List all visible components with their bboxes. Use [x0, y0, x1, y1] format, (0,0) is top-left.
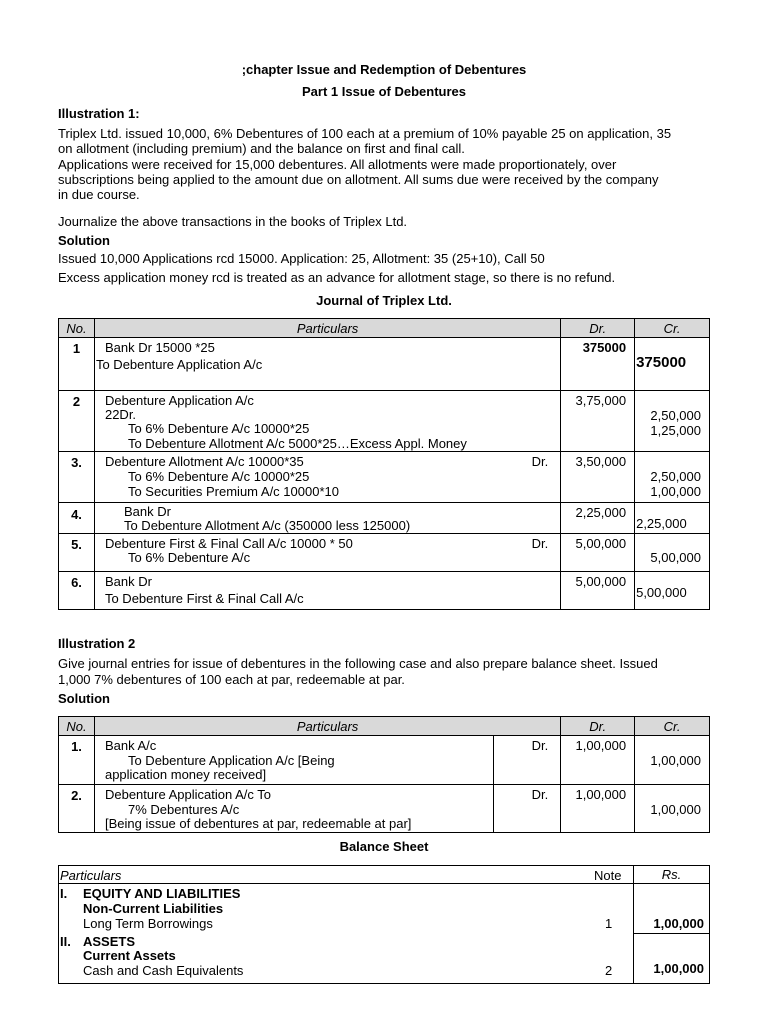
entry-credit: 5,00,000	[635, 572, 710, 610]
entry-credit: 2,25,000	[635, 503, 710, 534]
illustration-1-paragraph-1: Triplex Ltd. issued 10,000, 6% Debentures of 100 each at a premium of 10% payable 25 on application, 35 on allotment (including premium) and the balance on first and final call.	[58, 126, 672, 156]
entry-number: 1.	[59, 736, 95, 785]
header-particulars: Particulars	[94, 717, 560, 736]
entry-particulars: Bank Dr 15000 *25 To Debenture Application A/c	[94, 338, 560, 391]
bs-header-note: Note	[594, 868, 622, 883]
journal-title: Journal of Triplex Ltd.	[316, 293, 452, 308]
entry-debit: 3,75,000	[561, 391, 635, 452]
entry-number: 2	[59, 391, 95, 452]
entry-credit: 1,00,000	[635, 736, 710, 785]
entry-particulars: Debenture Allotment A/c 10000*35 Dr. To 6% Debenture A/c 10000*25 To Securities Premium A/c 10000*10	[94, 452, 560, 503]
entry-debit: 375000	[561, 338, 635, 391]
dr-marker-cell: Dr.	[494, 736, 561, 785]
entry-particulars: Debenture First & Final Call A/c 10000 * 50 Dr. To 6% Debenture A/c	[94, 534, 560, 572]
table-row	[59, 785, 710, 833]
dr-marker: Dr.	[531, 454, 549, 469]
entry-particulars: Bank A/c To Debenture Application A/c [Being application money received]	[94, 736, 493, 785]
header-cr: Cr.	[635, 319, 710, 338]
bs-equity-amount: 1,00,000	[634, 884, 710, 934]
entry-number: 4.	[59, 503, 95, 534]
illustration-1-heading: Illustration 1:	[58, 106, 140, 121]
entry-number: 3.	[59, 452, 95, 503]
table-row	[59, 572, 710, 610]
bs-header-particulars: Particulars Note	[59, 866, 634, 884]
header-dr: Dr.	[561, 319, 635, 338]
bs-note-1: 1	[605, 916, 613, 931]
entry-particulars: Debenture Application A/c To 7% Debentures A/c [Being issue of debentures at par, redeemable at par]	[94, 785, 493, 833]
chapter-title: ;chapter Issue and Redemption of Debentures	[241, 62, 527, 77]
table-row	[59, 338, 710, 391]
bs-section-assets	[59, 934, 710, 984]
entry-number: 2.	[59, 785, 95, 833]
table-header-row	[59, 717, 710, 736]
bs-note-2: 2	[605, 962, 613, 978]
header-dr: Dr.	[561, 717, 635, 736]
header-no: No.	[59, 717, 95, 736]
balance-sheet-header	[59, 866, 710, 884]
balance-sheet-title: Balance Sheet	[339, 839, 429, 854]
dr-marker-cell: Dr.	[494, 785, 561, 833]
header-cr: Cr.	[635, 717, 710, 736]
table-header-row	[59, 319, 710, 338]
entry-number: 1	[59, 338, 95, 391]
bs-section-equity	[59, 884, 710, 934]
illustration-1-paragraph-2: Applications were received for 15,000 debentures. All allotments were made proportionately, over subscriptions being applied to the amount due on allotment. All sums due were received by the company in due course.	[58, 157, 659, 202]
bs-header-rs: Rs.	[634, 866, 710, 884]
solution-1-heading: Solution	[58, 233, 110, 248]
entry-debit: 5,00,000	[561, 572, 635, 610]
bs-assets-amount: 1,00,000	[634, 934, 710, 984]
entry-number: 6.	[59, 572, 95, 610]
entry-credit: 1,00,000	[635, 785, 710, 833]
illustration-1-instruction: Journalize the above transactions in the books of Triplex Ltd.	[58, 214, 408, 229]
bs-assets-particulars: II. ASSETS Current Assets Cash and Cash Equivalents 2	[59, 934, 634, 984]
table-row	[59, 534, 710, 572]
entry-credit: 375000	[635, 338, 710, 391]
entry-debit: 2,25,000	[561, 503, 635, 534]
entry-credit: 2,50,000 1,25,000	[635, 391, 710, 452]
entry-particulars: Bank Dr To Debenture Allotment A/c (350000 less 125000)	[94, 503, 560, 534]
header-particulars: Particulars	[94, 319, 560, 338]
illustration-2-heading: Illustration 2	[58, 636, 136, 651]
balance-sheet-table	[58, 865, 710, 984]
journal-table-1	[58, 318, 710, 610]
entry-particulars: Bank Dr To Debenture First & Final Call A/c	[94, 572, 560, 610]
solution-2-heading: Solution	[58, 691, 110, 706]
entry-credit: 2,50,000 1,00,000	[635, 452, 710, 503]
dr-marker: Dr.	[531, 536, 549, 551]
illustration-2-paragraph: Give journal entries for issue of debentures in the following case and also prepare balance sheet. Issued 1,000 7% debentures of 100 each at par, redeemable at par.	[58, 656, 658, 687]
table-row	[59, 736, 710, 785]
entry-credit: 5,00,000	[635, 534, 710, 572]
part-title: Part 1 Issue of Debentures	[302, 84, 466, 99]
solution-1-line-1: Issued 10,000 Applications rcd 15000. Application: 25, Allotment: 35 (25+10), Call 50	[58, 251, 545, 266]
entry-debit: 1,00,000	[561, 785, 635, 833]
entry-debit: 5,00,000	[561, 534, 635, 572]
bs-equity-particulars: I. EQUITY AND LIABILITIES Non-Current Liabilities Long Term Borrowings 1	[59, 884, 634, 934]
table-row	[59, 391, 710, 452]
solution-1-line-2: Excess application money rcd is treated as an advance for allotment stage, so there is no refund.	[58, 270, 616, 285]
entry-debit: 1,00,000	[561, 736, 635, 785]
header-no: No.	[59, 319, 95, 338]
entry-particulars: Debenture Application A/c 22Dr. To 6% Debenture A/c 10000*25 To Debenture Allotment A/c 5000*25…Excess Appl. Money	[94, 391, 560, 452]
table-row	[59, 503, 710, 534]
table-row	[59, 452, 710, 503]
entry-number: 5.	[59, 534, 95, 572]
entry-debit: 3,50,000	[561, 452, 635, 503]
journal-table-2	[58, 716, 710, 833]
